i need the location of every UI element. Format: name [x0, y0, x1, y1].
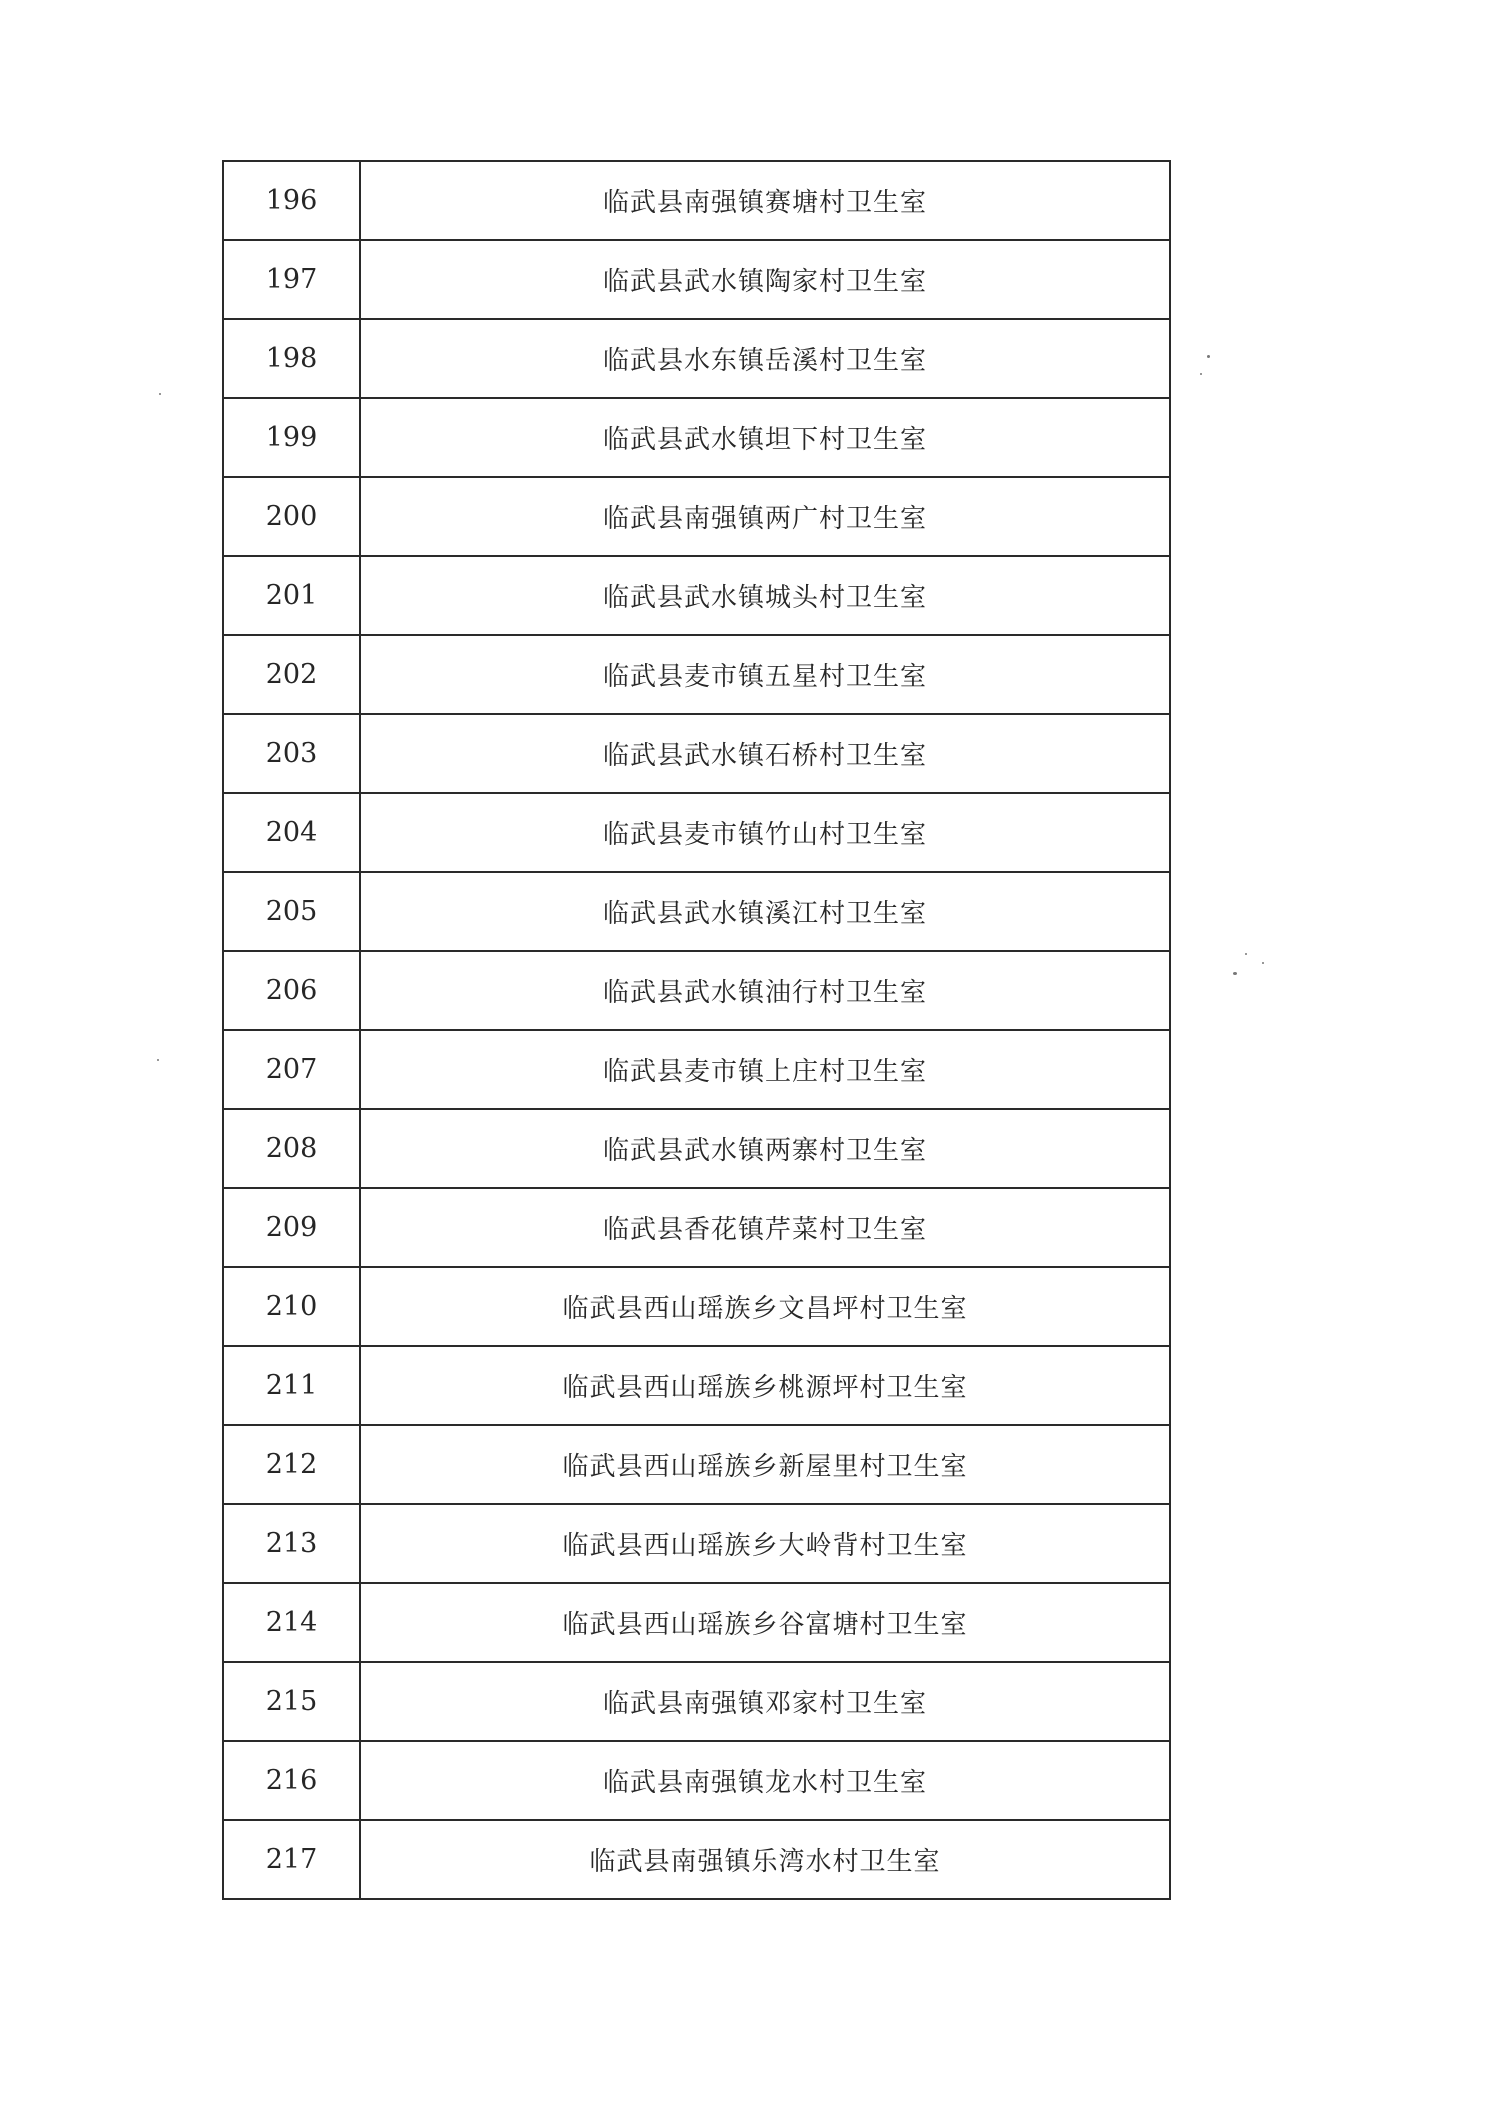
scan-speck: [1233, 972, 1237, 975]
row-number: 205: [223, 872, 360, 951]
row-number: 206: [223, 951, 360, 1030]
table-row: [223, 872, 1170, 951]
table-row: [223, 1504, 1170, 1583]
row-number: 202: [223, 635, 360, 714]
table-row: [223, 951, 1170, 1030]
table-row: [223, 1346, 1170, 1425]
row-number: 197: [223, 240, 360, 319]
row-number: 199: [223, 398, 360, 477]
clinic-name: 临武县南强镇赛塘村卫生室: [360, 161, 1170, 240]
clinic-name: 临武县武水镇溪江村卫生室: [360, 872, 1170, 951]
table-row: [223, 635, 1170, 714]
table-row: [223, 1820, 1170, 1899]
row-number: 210: [223, 1267, 360, 1346]
table-row: [223, 1030, 1170, 1109]
clinic-table-body: [223, 161, 1170, 1899]
row-number: 201: [223, 556, 360, 635]
table-row: [223, 556, 1170, 635]
row-number: 204: [223, 793, 360, 872]
table-row: [223, 793, 1170, 872]
clinic-name: 临武县武水镇两寨村卫生室: [360, 1109, 1170, 1188]
row-number: 217: [223, 1820, 360, 1899]
clinic-name: 临武县西山瑶族乡谷富塘村卫生室: [360, 1583, 1170, 1662]
row-number: 198: [223, 319, 360, 398]
row-number: 207: [223, 1030, 360, 1109]
table-row: [223, 1267, 1170, 1346]
scan-speck: [1200, 373, 1202, 375]
row-number: 213: [223, 1504, 360, 1583]
clinic-name: 临武县南强镇邓家村卫生室: [360, 1662, 1170, 1741]
scan-speck: [1207, 355, 1210, 358]
row-number: 215: [223, 1662, 360, 1741]
clinic-table: [222, 160, 1171, 1900]
clinic-name: 临武县水东镇岳溪村卫生室: [360, 319, 1170, 398]
table-row: [223, 477, 1170, 556]
clinic-name: 临武县武水镇油行村卫生室: [360, 951, 1170, 1030]
clinic-name: 临武县南强镇两广村卫生室: [360, 477, 1170, 556]
clinic-name: 临武县武水镇城头村卫生室: [360, 556, 1170, 635]
clinic-name: 临武县香花镇芹菜村卫生室: [360, 1188, 1170, 1267]
clinic-name: 临武县南强镇龙水村卫生室: [360, 1741, 1170, 1820]
scan-speck: [1245, 953, 1247, 955]
clinic-name: 临武县武水镇陶家村卫生室: [360, 240, 1170, 319]
table-row: [223, 1583, 1170, 1662]
row-number: 209: [223, 1188, 360, 1267]
clinic-name: 临武县武水镇坦下村卫生室: [360, 398, 1170, 477]
table-row: [223, 161, 1170, 240]
table-row: [223, 1188, 1170, 1267]
table-row: [223, 240, 1170, 319]
row-number: 211: [223, 1346, 360, 1425]
table-row: [223, 1662, 1170, 1741]
scan-speck: [159, 393, 161, 395]
scan-speck: [157, 1059, 159, 1061]
table-row: [223, 1741, 1170, 1820]
row-number: 196: [223, 161, 360, 240]
clinic-name: 临武县西山瑶族乡文昌坪村卫生室: [360, 1267, 1170, 1346]
clinic-name: 临武县西山瑶族乡大岭背村卫生室: [360, 1504, 1170, 1583]
clinic-name: 临武县麦市镇五星村卫生室: [360, 635, 1170, 714]
table-row: [223, 1425, 1170, 1504]
table-row: [223, 1109, 1170, 1188]
row-number: 216: [223, 1741, 360, 1820]
table-row: [223, 319, 1170, 398]
clinic-name: 临武县麦市镇竹山村卫生室: [360, 793, 1170, 872]
clinic-name: 临武县麦市镇上庄村卫生室: [360, 1030, 1170, 1109]
row-number: 200: [223, 477, 360, 556]
clinic-name: 临武县西山瑶族乡新屋里村卫生室: [360, 1425, 1170, 1504]
scan-speck: [1262, 962, 1264, 964]
clinic-name: 临武县南强镇乐湾水村卫生室: [360, 1820, 1170, 1899]
row-number: 203: [223, 714, 360, 793]
table-row: [223, 714, 1170, 793]
table-row: [223, 398, 1170, 477]
row-number: 208: [223, 1109, 360, 1188]
row-number: 212: [223, 1425, 360, 1504]
clinic-name: 临武县武水镇石桥村卫生室: [360, 714, 1170, 793]
clinic-name: 临武县西山瑶族乡桃源坪村卫生室: [360, 1346, 1170, 1425]
row-number: 214: [223, 1583, 360, 1662]
